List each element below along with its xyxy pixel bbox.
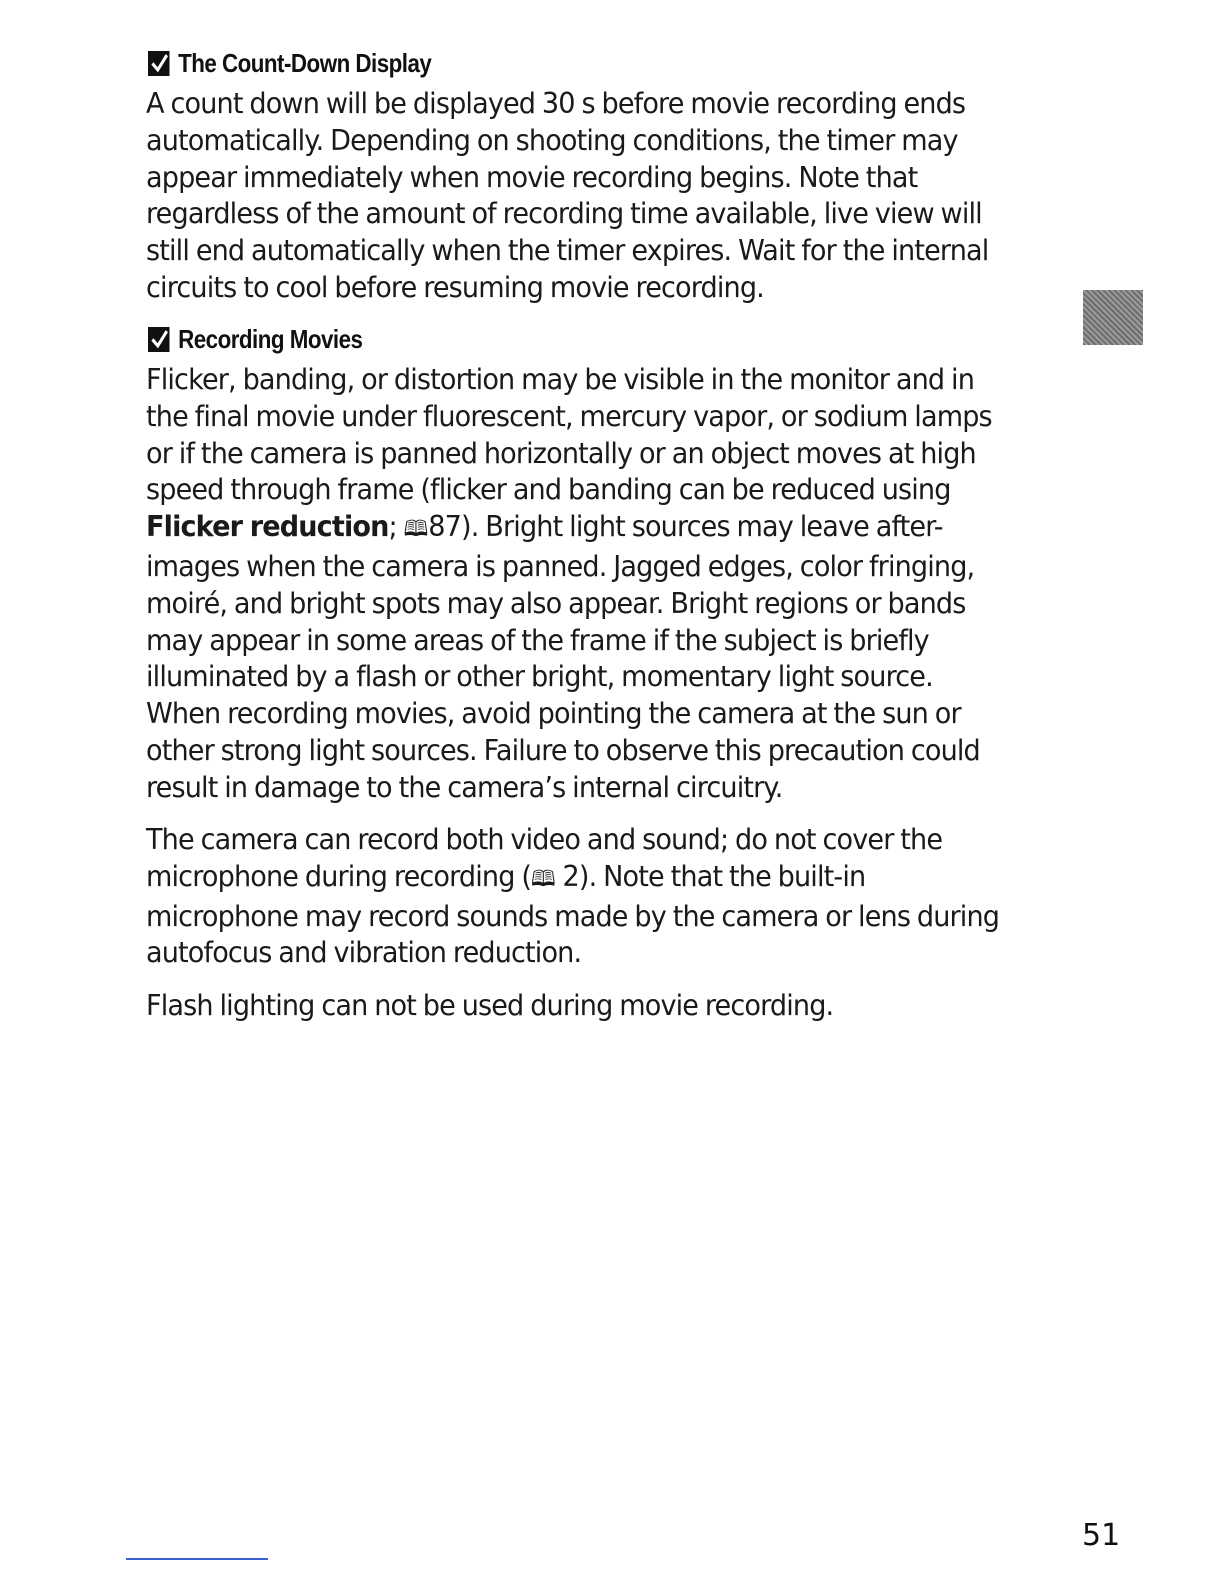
flicker-reduction-term: Flicker reduction [146,510,389,544]
book-reference-icon: 🕮 [531,866,556,892]
check-note-icon [148,327,170,352]
sound-recording-paragraph [146,822,1006,972]
recording-movies-heading-text: Recording Movies [178,324,363,354]
body-text: The camera can record both video and sound; do not cover the microphone during recording ( [146,823,943,893]
chapter-tab-marker [1083,290,1143,345]
count-down-heading [148,48,431,79]
body-text: ). Bright light sources may leave after-images when the camera is panned. Jagged edges, color fringing, moiré, and bright spots may also appear. Bright regions or bands may appear in some areas of the frame if the subject is briefly illuminated by a flash or other bright, momentary light source. When recording movies, avoid pointing the camera at the sun or other strong light sources. Failure to observe this precaution could result in damage to the camera’s internal circuitry. [146,510,980,804]
recording-movies-heading [148,324,362,355]
book-reference-icon: 🕮 [403,517,429,543]
count-down-heading-text: The Count-Down Display [178,48,432,78]
flash-note-paragraph: Flash lighting can not be used during movie recording. [146,989,834,1022]
body-text: Flicker, banding, or distortion may be visible in the monitor and in the final movie under fluorescent, mercury vapor, or sodium lamps or if the camera is panned horizontally or an object moves at high speed through frame (flicker and banding can be reduced using [146,363,992,507]
bottom-rule [126,1558,268,1560]
recording-movies-body: Flicker, banding, or distortion may be visible in the monitor and in the final movie under fluorescent, mercury vapor, or sodium lamps or if the camera is panned horizontally or an object moves at high speed through frame (flicker and banding can be reduced using Flicker reduction; 🕮87). Bright light sources may leave after-images when the camera is panned. Jagged edges, color fringing, moiré, and bright spots may also appear. Bright regions or bands may appear in some areas of the frame if the subject is briefly illuminated by a flash or other bright, momentary light source. When recording movies, avoid pointing the camera at the sun or other strong light sources. Failure to observe this precaution could result in damage to the camera’s internal circuitry. [146,363,992,804]
page-reference: 2 [562,859,579,893]
body-text: ). Note that the built-in microphone may record sounds made by the camera or lens during autofocus and vibration reduction. [146,859,1000,970]
page-reference: 87 [428,510,462,544]
page-number: 51 [1082,1518,1121,1553]
count-down-body: A count down will be displayed 30 s before movie recording ends automatically. Depending on shooting conditions, the timer may appear immediately when movie recording begins. Note that regardless of the amount of recording time available, live view will still end automatically when the timer expires. Wait for the internal circuits to cool before resuming movie recording. [146,87,989,304]
check-note-icon [148,51,170,76]
